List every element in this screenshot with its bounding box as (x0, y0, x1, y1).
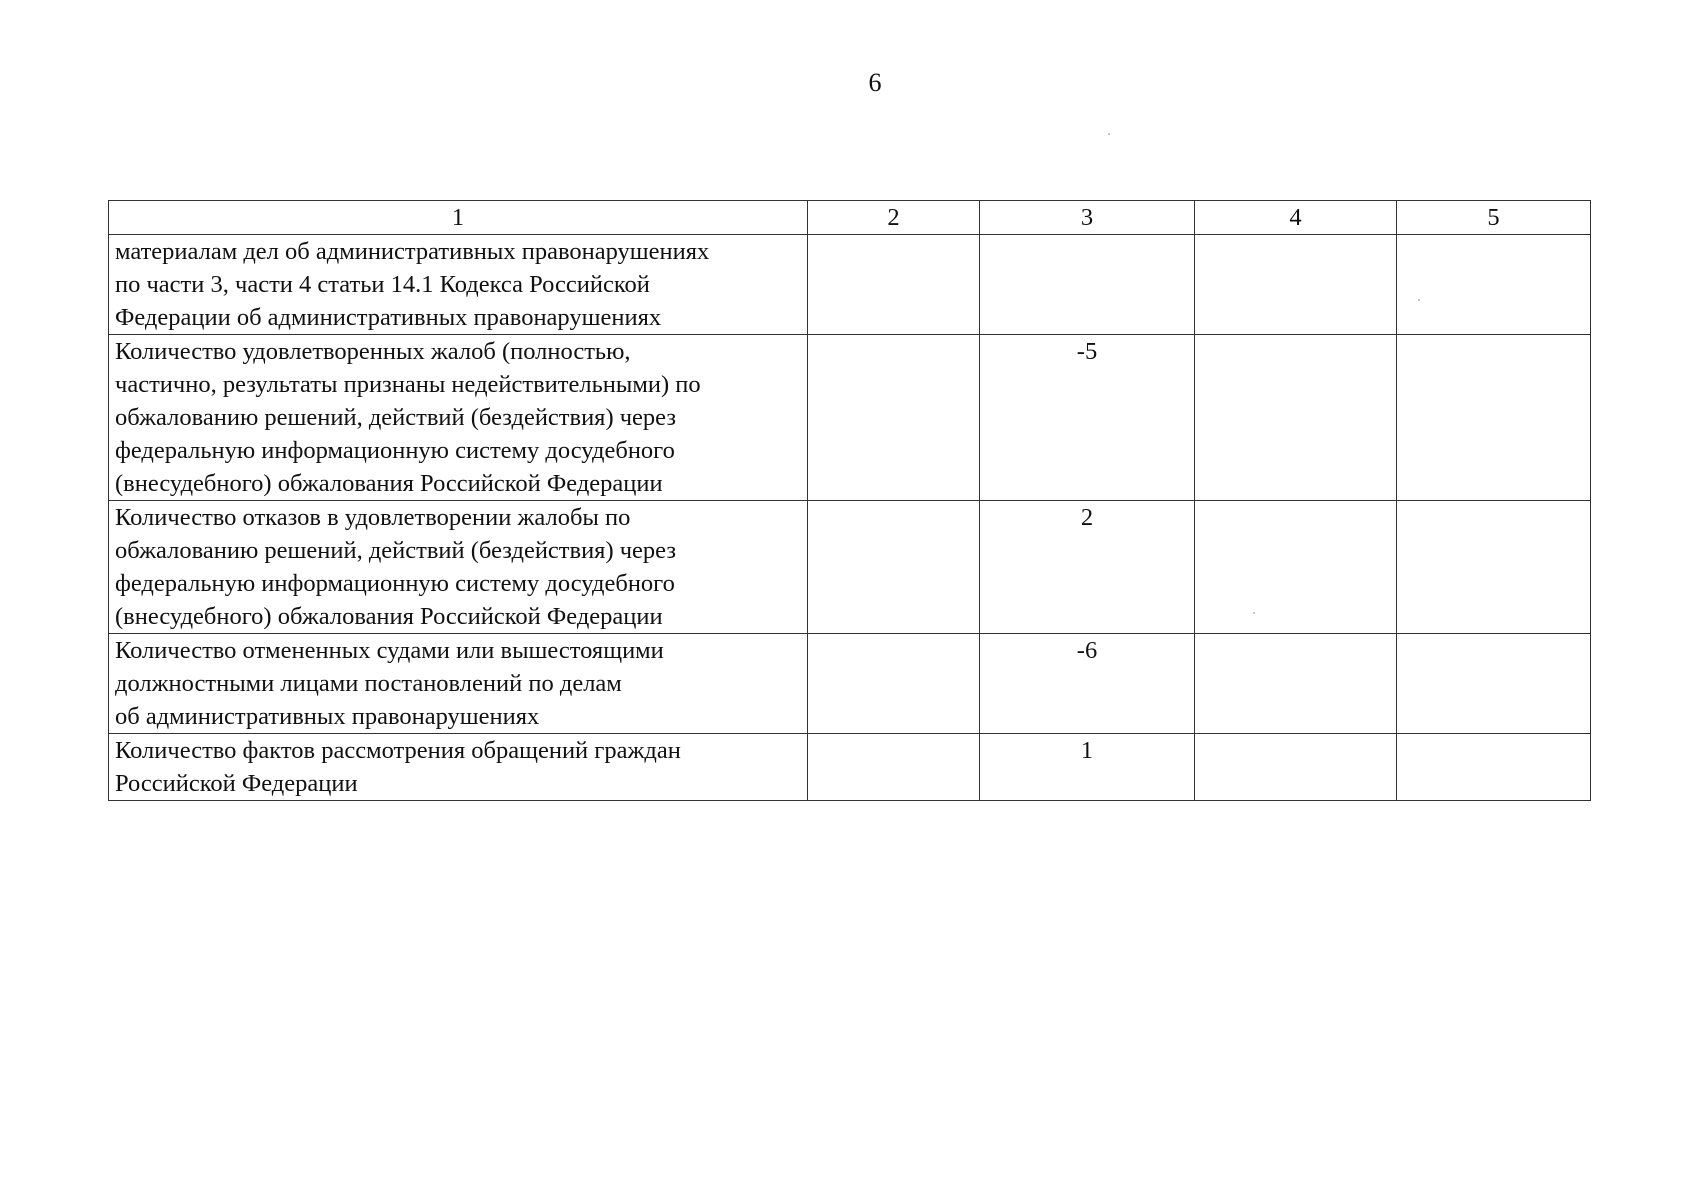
table-row (109, 734, 1591, 801)
table-row (109, 335, 1591, 501)
cell-col4 (1195, 235, 1397, 335)
cell-col4 (1195, 335, 1397, 501)
row-description: Количество отказов в удовлетворении жалобы по обжалованию решений, действий (бездействия) через федеральную информационную систему досудебного (внесудебного) обжалования Российской Федерации (109, 501, 808, 634)
column-header: 4 (1195, 201, 1397, 235)
row-description: Количество удовлетворенных жалоб (полностью, частично, результаты признаны недействительными) по обжалованию решений, действий (бездействия) через федеральную информационную систему досудебного (внесудебного) обжалования Российской Федерации (109, 335, 808, 501)
cell-col3 (980, 235, 1195, 335)
cell-col5 (1397, 235, 1591, 335)
cell-col5 (1397, 734, 1591, 801)
scan-speck (1108, 133, 1110, 135)
column-header: 1 (109, 201, 808, 235)
row-description: материалам дел об административных правонарушениях по части 3, части 4 статьи 14.1 Кодекса Российской Федерации об административных правонарушениях (109, 235, 808, 335)
cell-col3: -5 (980, 335, 1195, 501)
cell-col5 (1397, 501, 1591, 634)
table-row (109, 235, 1591, 335)
cell-col3: -6 (980, 634, 1195, 734)
cell-col2 (808, 501, 980, 634)
column-header: 3 (980, 201, 1195, 235)
report-table (108, 200, 1591, 801)
cell-col3: 2 (980, 501, 1195, 634)
row-description: Количество отмененных судами или вышестоящими должностными лицами постановлений по делам об административных правонарушениях (109, 634, 808, 734)
row-description: Количество фактов рассмотрения обращений граждан Российской Федерации (109, 734, 808, 801)
cell-col2 (808, 634, 980, 734)
table-row (109, 501, 1591, 634)
cell-col2 (808, 235, 980, 335)
column-header: 5 (1397, 201, 1591, 235)
page-number: 6 (868, 68, 882, 97)
cell-col2 (808, 734, 980, 801)
table-row (109, 634, 1591, 734)
cell-col4 (1195, 634, 1397, 734)
cell-col4 (1195, 734, 1397, 801)
cell-col4 (1195, 501, 1397, 634)
table-header-row (109, 201, 1591, 235)
cell-col3: 1 (980, 734, 1195, 801)
cell-col2 (808, 335, 980, 501)
column-header: 2 (808, 201, 980, 235)
cell-col5 (1397, 335, 1591, 501)
cell-col5 (1397, 634, 1591, 734)
